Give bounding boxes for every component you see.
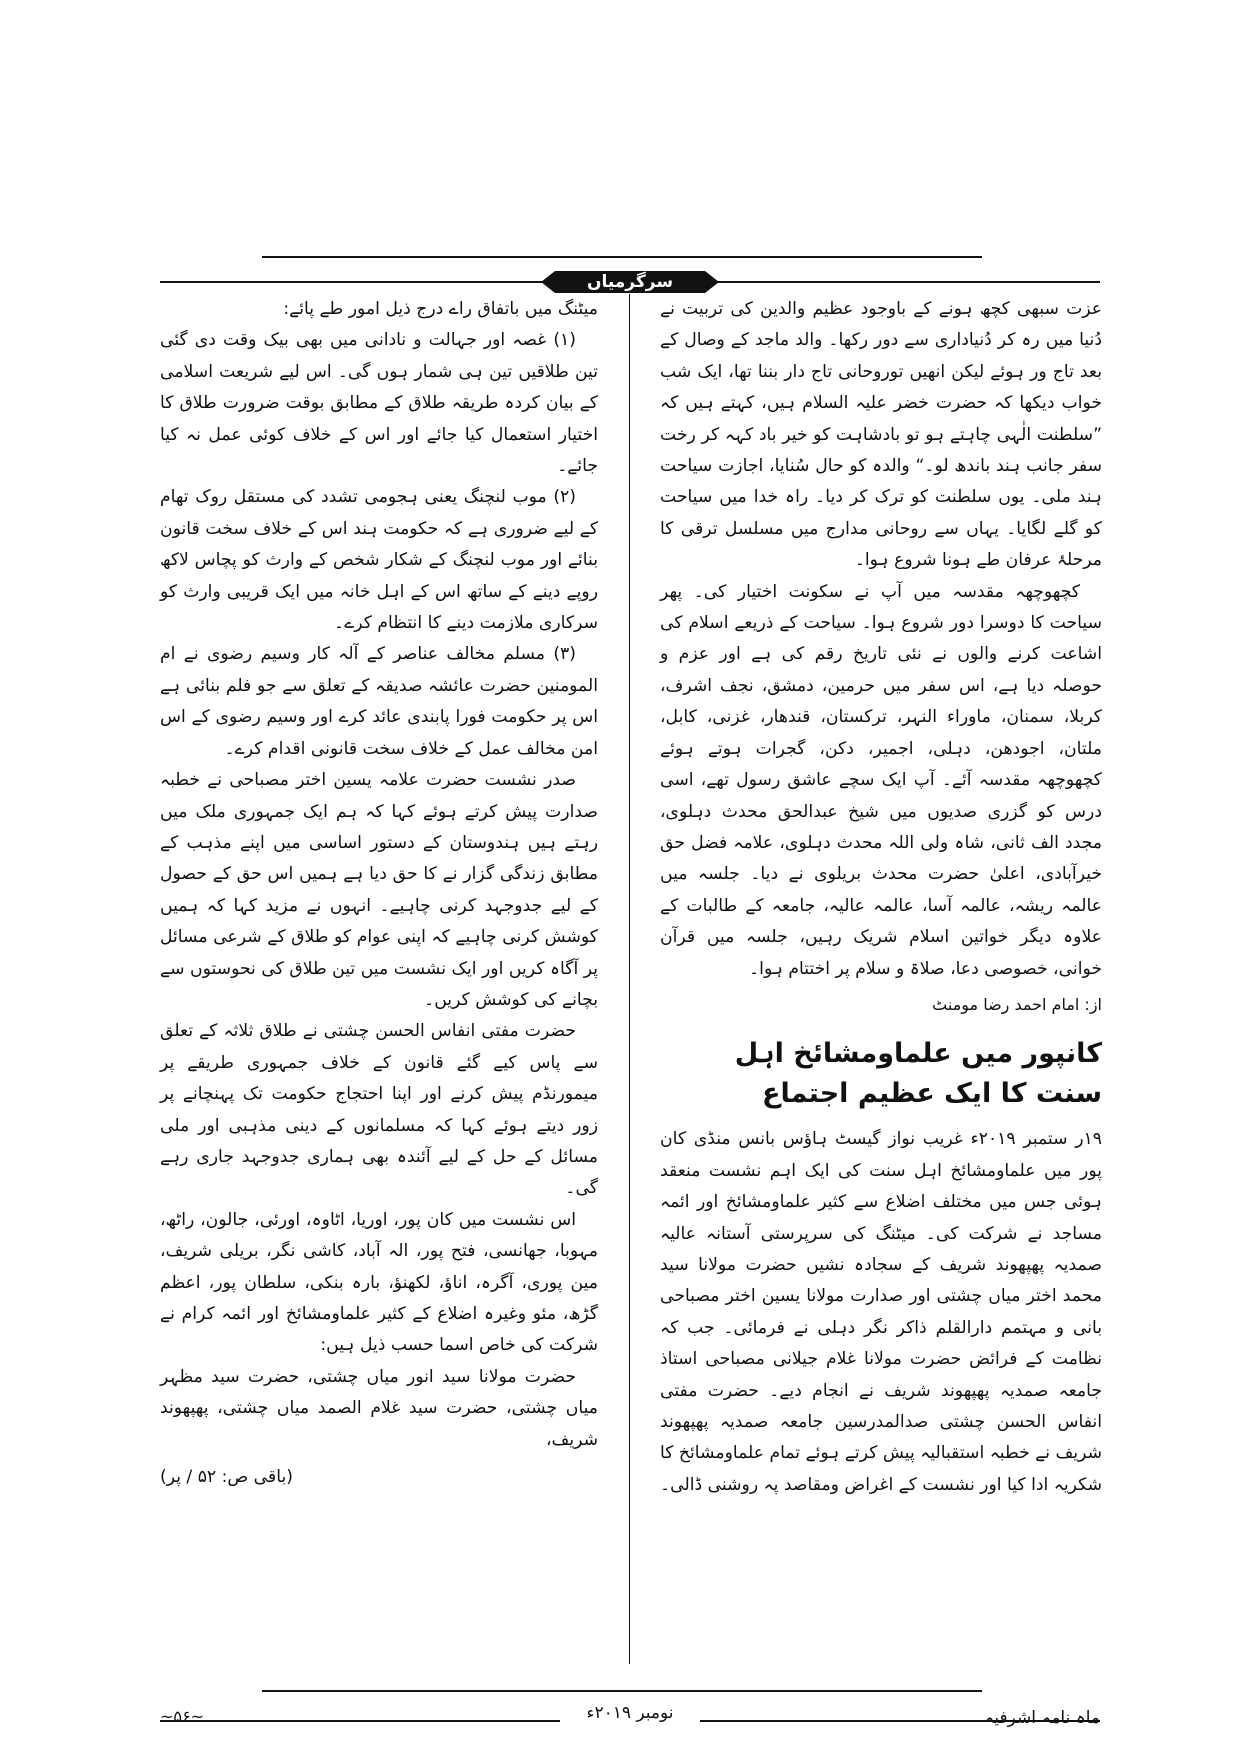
paragraph: (۳) مسلم مخالف عناصر کے آلہ کار وسیم رضوی نے ام المومنین حضرت عائشہ صدیقہ کے تعلق سے جو فلم بنائی ہے اس پر حکومت فورا پابندی عائد کرے اور وسیم رضوی کے اس امن مخالف عمل کے خلاف سخت قانونی اقدام کرے۔: [160, 644, 598, 759]
left-column: [160, 294, 598, 1493]
header-rule-top: [262, 256, 982, 258]
paragraph: (۲) موب لنچنگ یعنی ہجومی تشدد کی مستقل روک تھام کے لیے ضروری ہے کہ حکومت ہند اس کے خلاف سخت قانون بنائے اور موب لنچنگ کے شکار شخص کے وارث کو پچاس لاکھ روپے دینے کے ساتھ اس کے اہل خانہ میں ایک قریبی وارث کو سرکاری ملازمت دینے کا انتظام کرے۔: [160, 487, 598, 634]
paragraph: (۱) غصہ اور جہالت و نادانی میں بھی بیک وقت دی گئی تین طلاقیں تین ہی شمار ہوں گی۔ اس لیے شریعت اسلامی کے بیان کردہ طریقہ طلاق کے مطابق بوقت ضرورت طلاق کا اختیار استعمال کیا جائے اور اس کے خلاف کوئی عمل نہ کیا جائے۔: [160, 330, 598, 477]
paragraph: حضرت مولانا سید انور میاں چشتی، حضرت سید مظہر میاں چشتی، حضرت سید غلام الصمد میاں چشتی، پھپھوند شریف،: [160, 1366, 598, 1450]
paragraph: صدر نشست حضرت علامہ یسین اختر مصباحی نے خطبہ صدارت پیش کرتے ہوئے کہا کہ ہم ایک جمہوری ملک میں رہتے ہیں ہندوستان کے دستور اساسی میں اپنے مذہب کے مطابق زندگی گزار نے کا حق دیا ہے ہمیں اس حق کے حصول کے لیے جدوجہد کرنی چاہیے۔ انہوں نے مزید کہا کہ ہمیں کوشش کرنی چاہیے کہ اپنی عوام کو طلاق کے شرعی مسائل پر آگاہ کریں اور ایک نشست میں تین طلاق کی نحوستوں سے بچانے کی کوشش کریں۔: [160, 770, 598, 1010]
right-column: [660, 294, 1102, 1501]
column-divider: [629, 294, 630, 1664]
footer-rule-left: [160, 1720, 560, 1722]
paragraph: کچھوچھہ مقدسہ میں آپ نے سکونت اختیار کی۔ پھر سیاحت کا دوسرا دور شروع ہوا۔ سیاحت کے ذریعے اسلام کی اشاعت کرنے والوں نے نئی تاریخ رقم کی ہے اور عزم و حوصلہ دیا ہے، اس سفر میں حرمین، دمشق، نجف اشرف، کربلا، سمنان، ماوراء النہر، ترکستان، قندھار، غزنی، کابل، ملتان، اجودھن، دہلی، اجمیر، دکن، گجرات ہوتے ہوئے کچھوچھہ مقدسہ آئے۔ آپ ایک سچے عاشق رسول تھے، اسی درس کو گزری صدیوں میں شیخ عبدالحق محدث دہلوی، مجدد الف ثانی، شاہ ولی اللہ محدث دہلوی، علامہ فضل حق خیرآبادی، اعلیٰ حضرت محدث بریلوی نے دیا۔ جلسہ میں عالمہ ریشہ، عالمہ آسا، عالمہ عالیہ، جامعہ کے طالبات کے علاوہ دیگر خواتین اسلام شریک رہیں، جلسہ میں قرآن خوانی، خصوصی دعا، صلاۃ و سلام پر اختتام ہوا۔: [660, 581, 1102, 979]
magazine-name: ماہ نامہ اشرفیہ: [984, 1708, 1100, 1728]
header-rule-right: [705, 281, 1100, 283]
footer-rule-top: [262, 1690, 982, 1692]
paragraph: اس نشست میں کان پور، اوریا، اٹاوہ، اورئی، جالون، راٹھ، مہوبا، جھانسی، فتح پور، الہ آباد، کاشی نگر، بریلی شریف، مین پوری، آگرہ، اناؤ، لکھنؤ، بارہ بنکی، سلطان پور، اعظم گڑھ، مئو وغیرہ اضلاع کے کثیر علماومشائخ اور ائمہ کرام نے شرکت کی خاص اسما حسب ذیل ہیں:: [160, 1209, 598, 1356]
header-rule-left: [160, 281, 555, 283]
issue-date: نومبر ۲۰۱۹ء: [586, 1703, 674, 1723]
continued-note: (باقی ص: ۵۲ / پر): [160, 1467, 293, 1488]
paragraph: عزت سبھی کچھ ہونے کے باوجود عظیم والدین کی تربیت نے دُنیا میں رہ کر دُنیاداری سے دور رکھا۔ والد ماجد کے وصال کے بعد تاج ور ہوئے لیکن انھیں توروحانی تاج دار بننا تھا، ایک شب خواب دیکھا کہ حضرت خضر علیہ السلام ہیں، کہتے ہیں کہ ”سلطنت الٰہی چاہتے ہو تو بادشاہت کو خیر باد کہہ کر رخت سفر جانب ہند باندھ لو۔“ والدہ کو حال سُنایا، اجازت سیاحت ہند ملی۔ یوں سلطنت کو ترک کر دیا۔ راہ خدا میں سیاحت کو گلے لگایا۔ یہاں سے روحانی مدارج میں مسلسل ترقی کا مرحلۂ عرفان طے ہونا شروع ہوا۔: [660, 299, 1102, 571]
byline: از: امام احمد رضا مومنٹ: [932, 994, 1102, 1014]
article-title: کانپور میں علماومشائخ اہل سنت کا ایک عظیم اجتماع: [734, 1038, 1102, 1110]
paragraph: میٹنگ میں باتفاق راے درج ذیل امور طے پائے:: [283, 299, 598, 319]
paragraph: ۱۹ر ستمبر ۲۰۱۹ء غریب نواز گیسٹ ہاؤس بانس منڈی کان پور میں علماومشائخ اہل سنت کی ایک اہم نشست منعقد ہوئی جس میں مختلف اضلاع سے کثیر علماومشائخ اور ائمہ مساجد نے شرکت کی۔ میٹنگ کی سرپرستی آستانہ عالیہ صمدیہ پھپھوند شریف کے سجادہ نشیں حضرت مولانا سید محمد اختر میاں چشتی اور صدارت مولانا یسین اختر مصباحی بانی و مہتمم دارالقلم ذاکر نگر دہلی نے فرمائی۔ جب کہ نظامت کے فرائض حضرت مولانا غلام جیلانی مصباحی استاذ جامعہ صمدیہ پھپھوند شریف نے انجام دیے۔ حضرت مفتی انفاس الحسن چشتی صدالمدرسین جامعہ صمدیہ پھپھوند شریف نے خطبہ استقبالیہ پیش کرتے ہوئے تمام علماومشائخ کا شکریہ ادا کیا اور نشست کے اغراض ومقاصد پہ روشنی ڈالی۔: [660, 1129, 1102, 1495]
page-number: ~۵۶~: [160, 1707, 204, 1726]
section-title-badge: سرگرمیاں: [555, 271, 705, 293]
paragraph: حضرت مفتی انفاس الحسن چشتی نے طلاق ثلاثہ کے تعلق سے پاس کیے گئے قانون کے خلاف جمہوری طریقے پر میمورنڈم پیش کرنے اور اپنا احتجاج حکومت تک پہنچانے پر زور دیتے ہوئے کہا کہ مسلمانوں کے دینی مذہبی اور ملی مسائل کے حل کے لیے آئندہ بھی ہماری جدوجہد جاری رہے گی۔: [160, 1021, 598, 1199]
